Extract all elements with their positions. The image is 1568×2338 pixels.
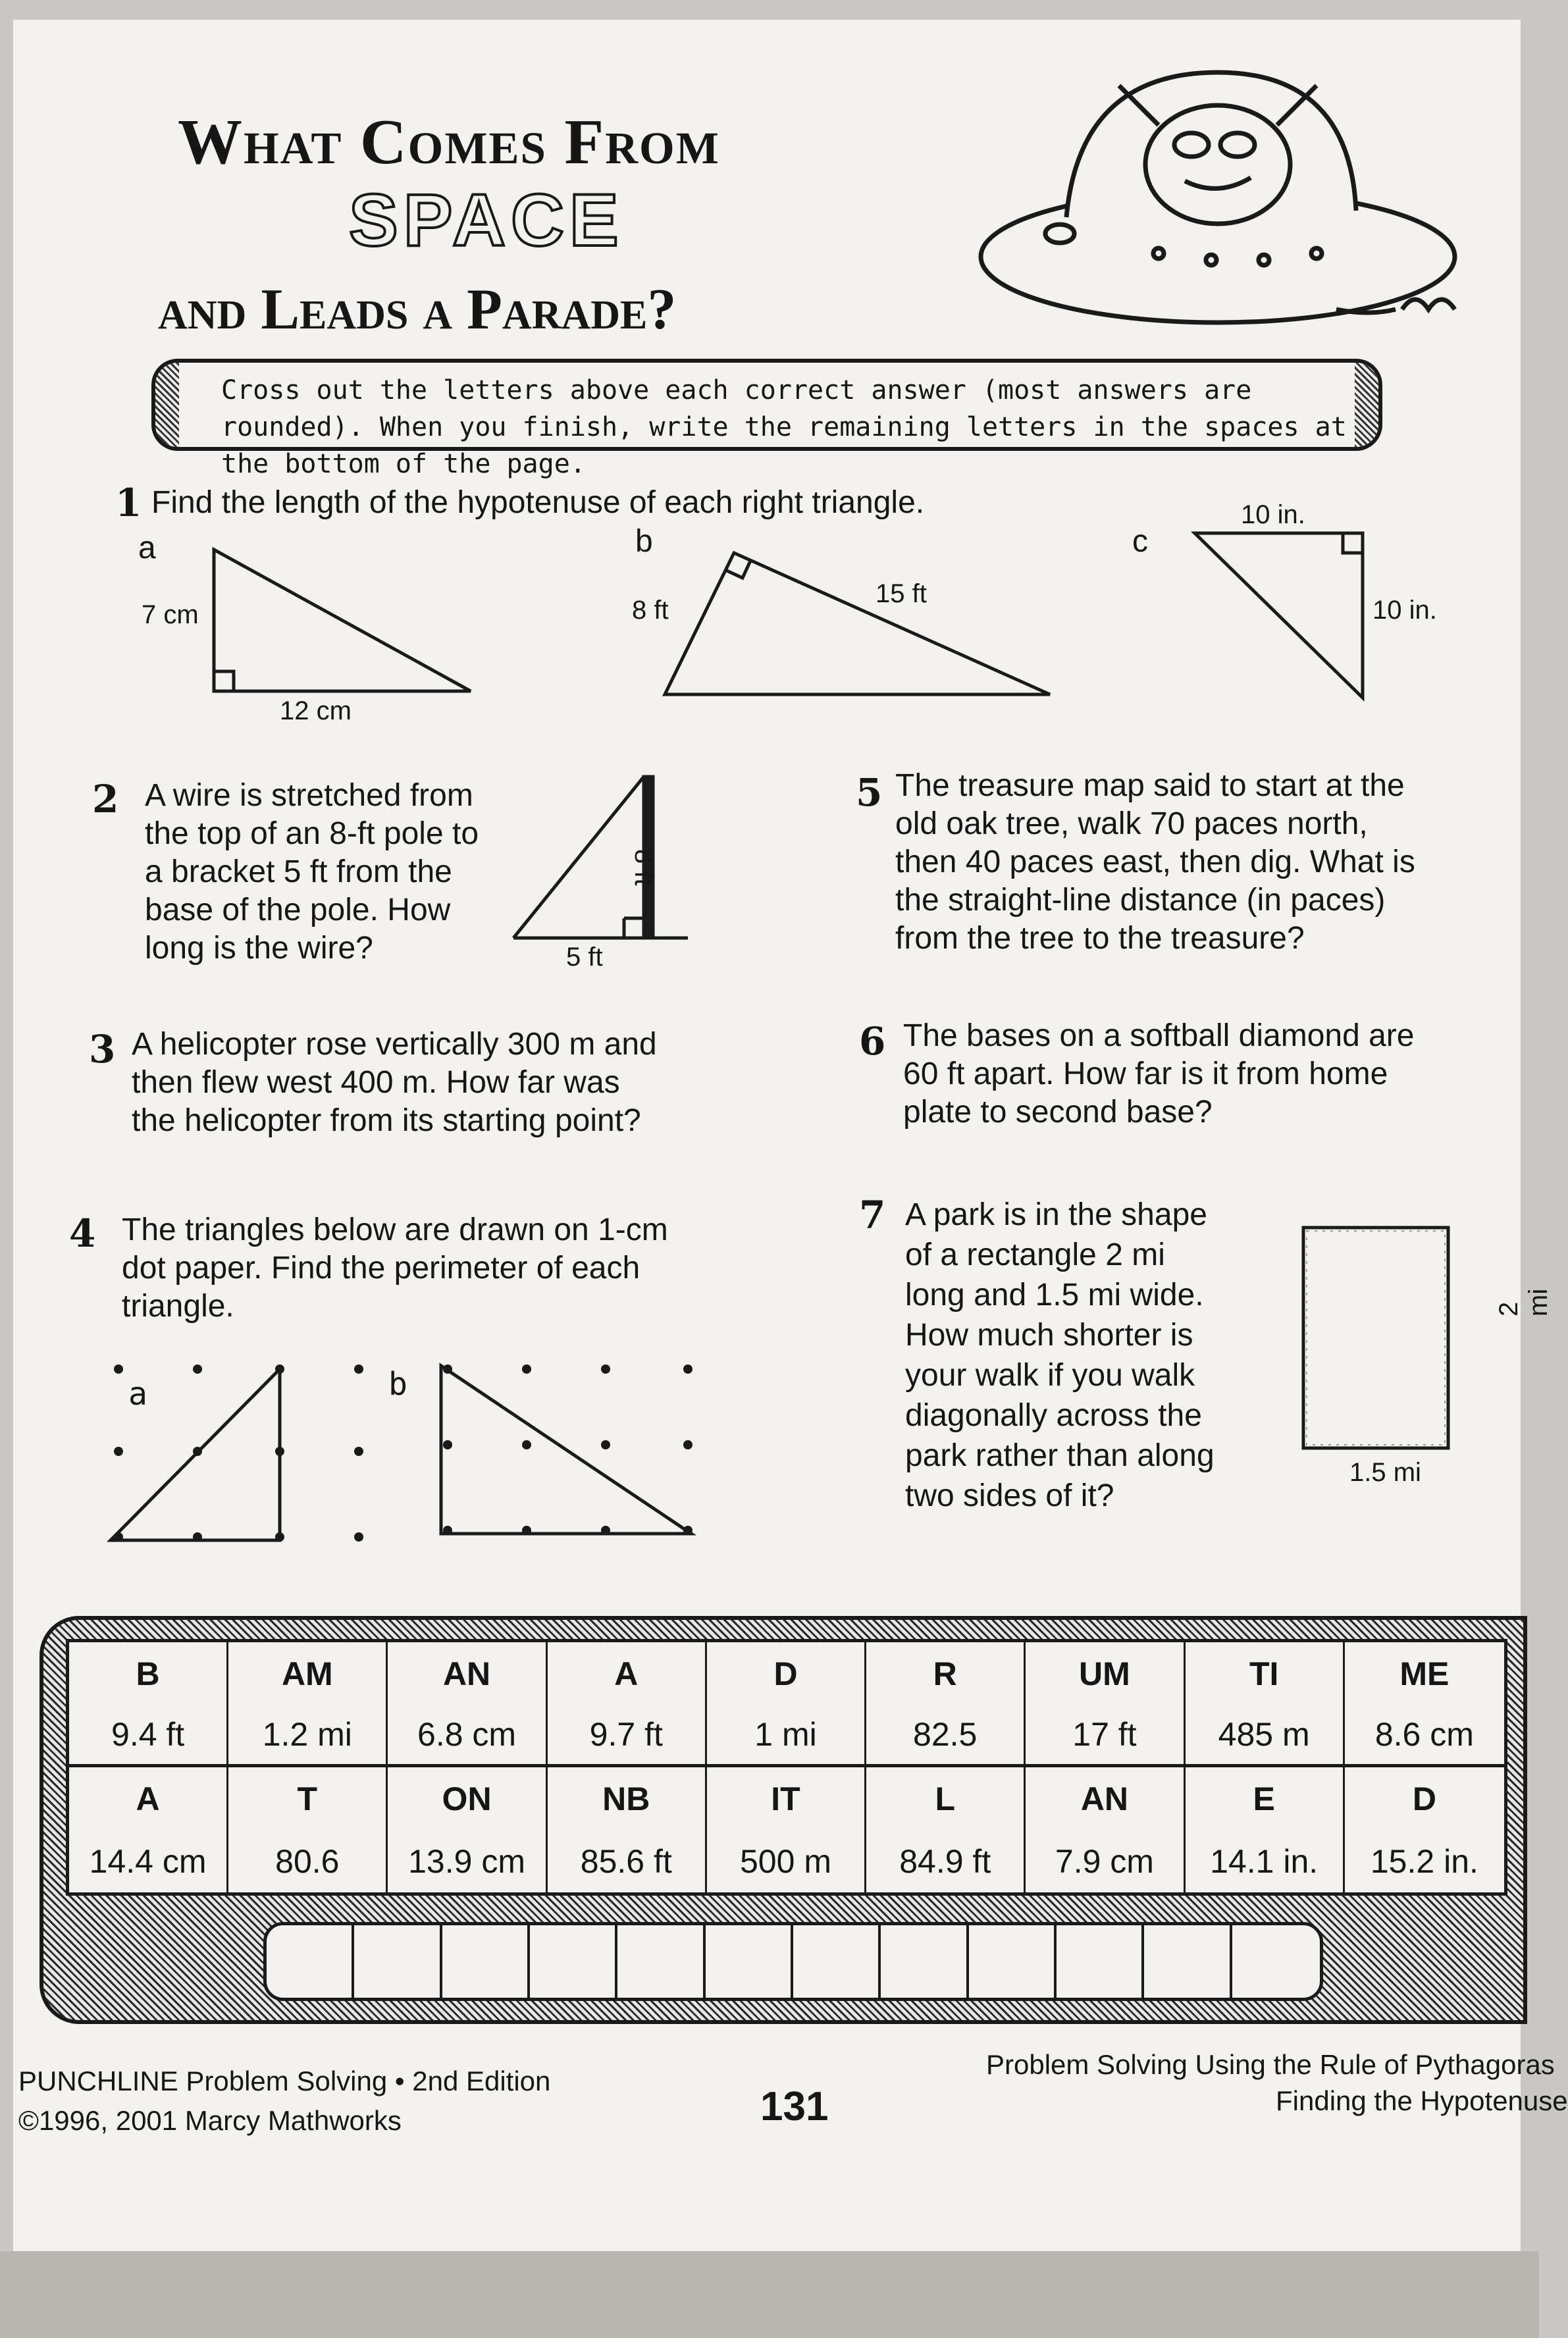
q7-line: A park is in the shape bbox=[905, 1197, 1207, 1232]
answer-box[interactable] bbox=[1232, 1925, 1320, 1998]
q1-number: 1 bbox=[115, 481, 142, 525]
q6-line: The bases on a softball diamond are bbox=[903, 1018, 1415, 1053]
instructions-box bbox=[151, 359, 1382, 479]
q3-text bbox=[132, 1026, 657, 1140]
q7-length-label: 2 mi bbox=[1494, 1288, 1553, 1316]
q1a-leg2: 12 cm bbox=[280, 696, 352, 725]
q2-line: the top of an 8-ft pole to bbox=[145, 816, 479, 851]
q4a-label: a bbox=[128, 1376, 147, 1413]
q2-line: base of the pole. How bbox=[145, 893, 451, 927]
answer-box[interactable] bbox=[267, 1925, 354, 1998]
answer-letters: D bbox=[1412, 1780, 1436, 1817]
triangle-4b bbox=[441, 1366, 691, 1534]
q7-line: two sides of it? bbox=[905, 1478, 1114, 1513]
q1b-label: b bbox=[635, 524, 653, 559]
q1b-leg1: 8 ft bbox=[632, 596, 669, 625]
q7-text bbox=[905, 1195, 1215, 1516]
page-number: 131 bbox=[760, 2084, 829, 2129]
q7-width-label: 1.5 mi bbox=[1349, 1458, 1421, 1487]
instructions-pattern-left bbox=[155, 363, 179, 447]
answer-value: 15.2 in. bbox=[1370, 1842, 1478, 1880]
q4b-label: b bbox=[388, 1366, 407, 1403]
answer-value: 80.6 bbox=[228, 1830, 388, 1892]
q3-number: 3 bbox=[89, 1027, 116, 1072]
answer-value: 8.6 cm bbox=[1345, 1705, 1504, 1767]
q5-line: the straight-line distance (in paces) bbox=[895, 883, 1386, 918]
q5-line: old oak tree, walk 70 paces north, bbox=[895, 806, 1368, 841]
answer-box[interactable] bbox=[793, 1925, 881, 1998]
answer-box[interactable] bbox=[969, 1925, 1057, 1998]
answer-box[interactable] bbox=[617, 1925, 705, 1998]
q2-number: 2 bbox=[92, 777, 119, 821]
instructions-pattern-right bbox=[1355, 363, 1378, 447]
q4-line: triangle. bbox=[122, 1289, 234, 1324]
q4-line: dot paper. Find the perimeter of each bbox=[122, 1251, 640, 1286]
q7-line: of a rectangle 2 mi bbox=[905, 1237, 1165, 1272]
q4-line: The triangles below are drawn on 1-cm bbox=[122, 1212, 668, 1247]
q2-line: A wire is stretched from bbox=[145, 778, 473, 813]
answer-letters: E bbox=[1186, 1767, 1345, 1830]
footer-topic-1: Problem Solving Using the Rule of Pythagoras bbox=[986, 2049, 1555, 2080]
q2-base-label: 5 ft bbox=[566, 943, 603, 972]
q2-line: long is the wire? bbox=[145, 931, 373, 966]
answer-table bbox=[66, 1639, 1507, 1896]
answer-letters: ON bbox=[388, 1767, 547, 1830]
answer-letters: TI bbox=[1186, 1642, 1345, 1705]
answer-letters: AM bbox=[228, 1642, 388, 1705]
q1c-leg2: 10 in. bbox=[1372, 596, 1437, 625]
instructions-text: Cross out the letters above each correct answer (most answers are rounded). When you finish, write the remaining letters in the spaces at the bottom of the page. bbox=[221, 375, 1347, 479]
answer-letters: D bbox=[707, 1642, 866, 1705]
q6-line: 60 ft apart. How far is it from home bbox=[903, 1056, 1388, 1091]
answer-letters: UM bbox=[1026, 1642, 1185, 1705]
q5-text bbox=[895, 767, 1415, 958]
answer-box[interactable] bbox=[530, 1925, 617, 1998]
q6-text bbox=[903, 1017, 1414, 1131]
answer-letters: A bbox=[548, 1642, 707, 1705]
answer-letters: B bbox=[69, 1642, 228, 1705]
answer-box[interactable] bbox=[881, 1925, 968, 1998]
q7-line: long and 1.5 mi wide. bbox=[905, 1278, 1204, 1312]
answer-value: 500 m bbox=[707, 1830, 866, 1892]
answer-value: 84.9 ft bbox=[866, 1830, 1026, 1892]
q5-number: 5 bbox=[856, 770, 883, 815]
answer-value: 14.1 in. bbox=[1186, 1830, 1345, 1892]
q1a-leg1: 7 cm bbox=[142, 600, 199, 629]
answer-box[interactable] bbox=[1144, 1925, 1232, 1998]
answer-box[interactable] bbox=[706, 1925, 793, 1998]
answer-value: 85.6 ft bbox=[548, 1830, 707, 1892]
dot-grid-a bbox=[114, 1364, 363, 1542]
q3-line: A helicopter rose vertically 300 m and bbox=[132, 1027, 657, 1062]
answer-value: 1.2 mi bbox=[228, 1705, 388, 1767]
q1-text: Find the length of the hypotenuse of each right triangle. bbox=[151, 485, 925, 520]
answer-boxes bbox=[263, 1922, 1323, 2001]
answer-letters: IT bbox=[707, 1767, 866, 1830]
q2-text bbox=[145, 777, 479, 968]
q7-line: your walk if you walk bbox=[905, 1358, 1195, 1393]
answer-letters: A bbox=[69, 1767, 228, 1830]
footer-copyright: ©1996, 2001 Marcy Mathworks bbox=[18, 2105, 402, 2136]
pole-diagram bbox=[513, 777, 688, 938]
q5-line: from the tree to the treasure? bbox=[895, 921, 1305, 956]
triangle-1a bbox=[214, 550, 471, 691]
q5-line: The treasure map said to start at the bbox=[895, 768, 1405, 803]
answer-letters: AN bbox=[1026, 1767, 1185, 1830]
title-line-1: What Comes From bbox=[178, 107, 720, 178]
triangle-1c bbox=[1195, 533, 1363, 698]
answer-value: 1 mi bbox=[707, 1705, 866, 1767]
footer-topic-2: Finding the Hypotenuse bbox=[1276, 2085, 1568, 2116]
park-rectangle bbox=[1303, 1228, 1448, 1448]
q4-text bbox=[122, 1211, 668, 1326]
q7-line: How much shorter is bbox=[905, 1318, 1193, 1353]
triangle-1b bbox=[665, 553, 1050, 694]
answer-value: 9.4 ft bbox=[69, 1705, 228, 1767]
answer-letters: R bbox=[866, 1642, 1026, 1705]
q2-pole-label: 8 ft bbox=[629, 849, 658, 886]
q7-number: 7 bbox=[859, 1193, 886, 1237]
q6-number: 6 bbox=[859, 1019, 886, 1064]
answer-value: 17 ft bbox=[1026, 1705, 1185, 1767]
answer-value: 14.4 cm bbox=[69, 1830, 228, 1892]
q7-line: park rather than along bbox=[905, 1438, 1215, 1473]
answer-value: 82.5 bbox=[866, 1705, 1026, 1767]
answer-box[interactable] bbox=[354, 1925, 442, 1998]
answer-value: 13.9 cm bbox=[388, 1830, 547, 1892]
q3-line: then flew west 400 m. How far was bbox=[132, 1065, 620, 1100]
title-line-2: SPACE bbox=[349, 179, 624, 261]
alien-spaceship-icon bbox=[981, 72, 1455, 323]
answer-value: 485 m bbox=[1186, 1705, 1345, 1767]
answer-letters: L bbox=[866, 1767, 1026, 1830]
answer-value: 7.9 cm bbox=[1026, 1830, 1185, 1892]
q5-line: then 40 paces east, then dig. What is bbox=[895, 844, 1415, 879]
q1c-leg1: 10 in. bbox=[1241, 500, 1305, 529]
answer-box[interactable] bbox=[1057, 1925, 1144, 1998]
q7-line: diagonally across the bbox=[905, 1398, 1202, 1433]
q1b-leg2: 15 ft bbox=[875, 579, 927, 608]
answer-value: 6.8 cm bbox=[388, 1705, 547, 1767]
answer-letters: T bbox=[228, 1767, 388, 1830]
q3-line: the helicopter from its starting point? bbox=[132, 1103, 641, 1138]
q4-number: 4 bbox=[69, 1211, 96, 1256]
footer-book: PUNCHLINE Problem Solving • 2nd Edition bbox=[18, 2065, 551, 2096]
answer-letters: AN bbox=[388, 1642, 547, 1705]
answer-box[interactable] bbox=[442, 1925, 530, 1998]
title-line-3: and Leads a Parade? bbox=[158, 278, 677, 342]
q6-line: plate to second base? bbox=[903, 1095, 1213, 1130]
q2-line: a bracket 5 ft from the bbox=[145, 854, 452, 889]
answer-letters: ME bbox=[1399, 1655, 1450, 1692]
answer-letters: NB bbox=[548, 1767, 707, 1830]
q1a-label: a bbox=[138, 531, 156, 565]
answer-value: 9.7 ft bbox=[548, 1705, 707, 1767]
q1c-label: c bbox=[1132, 524, 1148, 559]
